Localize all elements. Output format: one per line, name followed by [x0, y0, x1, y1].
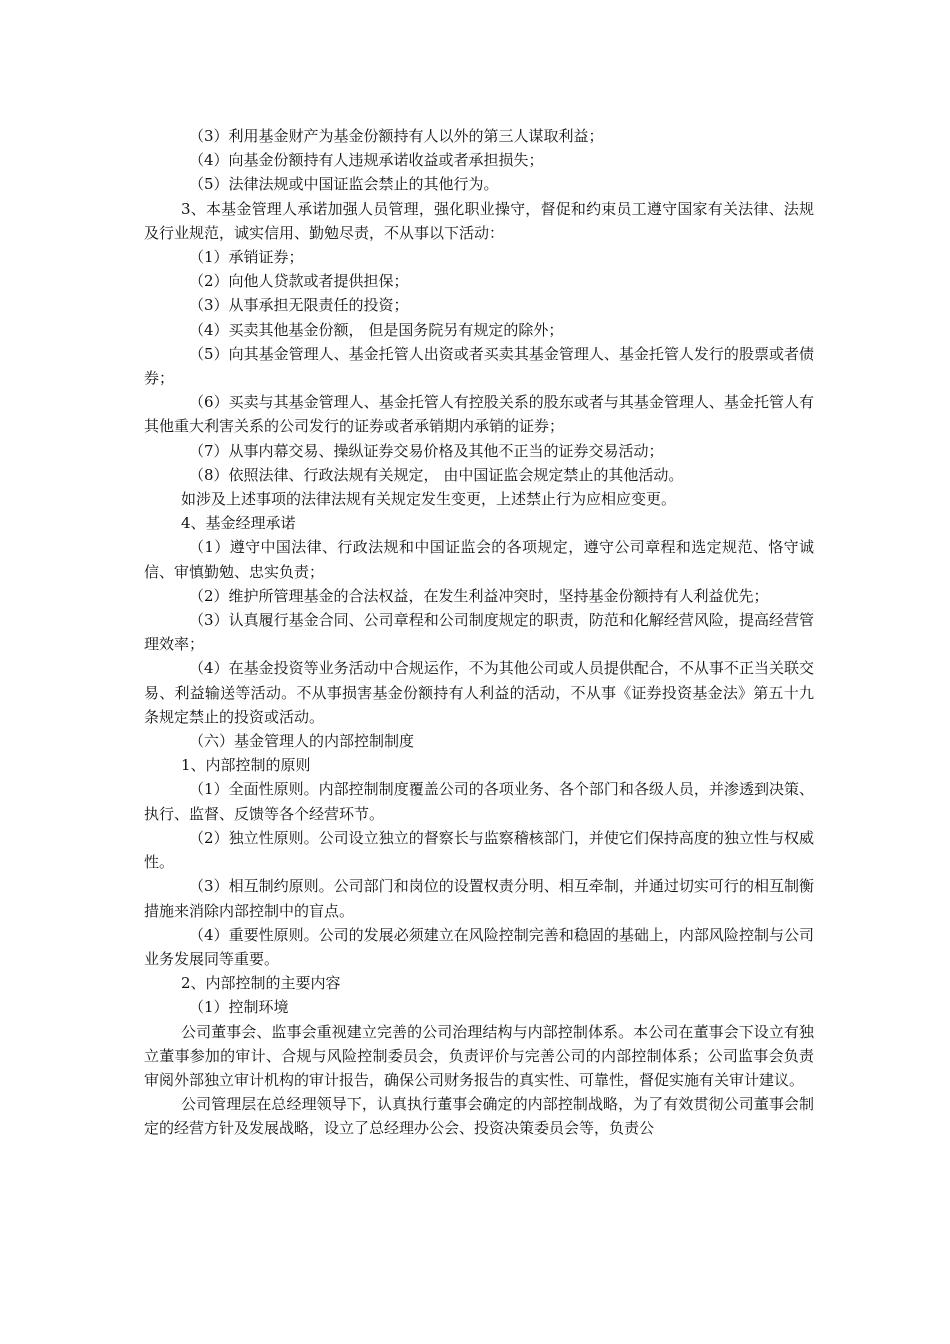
- paragraph: （6）买卖与其基金管理人、基金托管人有控股关系的股东或者与其基金管理人、基金托管人有其他重大利害关系的公司发行的证券或者承销期内承销的证券；: [144, 393, 814, 436]
- paragraph: 公司董事会、监事会重视建立完善的公司治理结构与内部控制体系。本公司在董事会下设立有独立董事参加的审计、合规与风险控制委员会，负责评价与完善公司的内部控制体系；公司监事会负责审阅外部独立审计机构的审计报告，确保公司财务报告的真实性、可靠性，督促实施有关审计建议。: [144, 1022, 814, 1089]
- paragraph: （4）买卖其他基金份额， 但是国务院另有规定的除外；: [189, 320, 564, 339]
- paragraph: （5）法律法规或中国证监会禁止的其他行为。: [189, 175, 499, 194]
- paragraph: （1）遵守中国法律、行政法规和中国证监会的各项规定，遵守公司章程和选定规范、恪守诚信、审慎勤勉、忠实负责；: [144, 538, 814, 581]
- section-heading: （六）基金管理人的内部控制制度: [189, 732, 415, 751]
- paragraph: （4）重要性原则。公司的发展必须建立在风险控制完善和稳固的基础上，内部风险控制与公司业务发展同等重要。: [144, 925, 814, 968]
- paragraph: （1）承销证券；: [189, 248, 304, 267]
- section-heading: （1）控制环境: [189, 998, 289, 1017]
- section-heading: 2、内部控制的主要内容: [181, 974, 341, 993]
- paragraph: （4）在基金投资等业务活动中合规运作，不为其他公司或人员提供配合，不从事不正当关联交易、利益输送等活动。不从事损害基金份额持有人利益的活动，不从事《证券投资基金法》第五十九条规定禁止的投资或活动。: [144, 659, 814, 726]
- paragraph: （4）向基金份额持有人违规承诺收益或者承担损失；: [189, 151, 544, 170]
- section-heading: 1、内部控制的原则: [181, 756, 311, 775]
- paragraph: （3）利用基金财产为基金份额持有人以外的第三人谋取利益；: [189, 127, 604, 145]
- paragraph: （3）认真履行基金合同、公司章程和公司制度规定的职责，防范和化解经营风险，提高经营管理效率；: [144, 611, 814, 654]
- paragraph: （1）全面性原则。内部控制制度覆盖公司的各项业务、各个部门和各级人员，并渗透到决策、执行、监督、反馈等各个经营环节。: [144, 780, 814, 823]
- paragraph: （3）相互制约原则。公司部门和岗位的设置权责分明、相互牵制，并通过切实可行的相互制衡措施来消除内部控制中的盲点。: [144, 877, 814, 920]
- paragraph: （8）依照法律、行政法规有关规定， 由中国证监会规定禁止的其他活动。: [189, 465, 684, 484]
- paragraph: （3）从事承担无限责任的投资；: [189, 296, 409, 315]
- paragraph: （2）向他人贷款或者提供担保；: [189, 272, 409, 291]
- paragraph: （5）向其基金管理人、基金托管人出资或者买卖其基金管理人、基金托管人发行的股票或者债券；: [144, 344, 814, 388]
- paragraph: 如涉及上述事项的法律法规有关规定发生变更，上述禁止行为应相应变更。: [181, 490, 677, 509]
- paragraph: 公司管理层在总经理领导下，认真执行董事会确定的内部控制战略，为了有效贯彻公司董事会制定的经营方针及发展战略，设立了总经理办公会、投资决策委员会等，负责公: [144, 1095, 814, 1138]
- paragraph: （7）从事内幕交易、操纵证券交易价格及其他不正当的证券交易活动；: [189, 441, 664, 460]
- paragraph: （2）维护所管理基金的合法权益，在发生利益冲突时，坚持基金份额持有人利益优先；: [189, 586, 769, 605]
- paragraph: （2）独立性原则。公司设立独立的督察长与监察稽核部门，并使它们保持高度的独立性与权威性。: [144, 828, 814, 872]
- section-heading: 4、基金经理承诺: [181, 514, 296, 533]
- paragraph: 3、本基金管理人承诺加强人员管理，强化职业操守，督促和约束员工遵守国家有关法律、法规及行业规范，诚实信用、勤勉尽责，不从事以下活动：: [144, 199, 814, 242]
